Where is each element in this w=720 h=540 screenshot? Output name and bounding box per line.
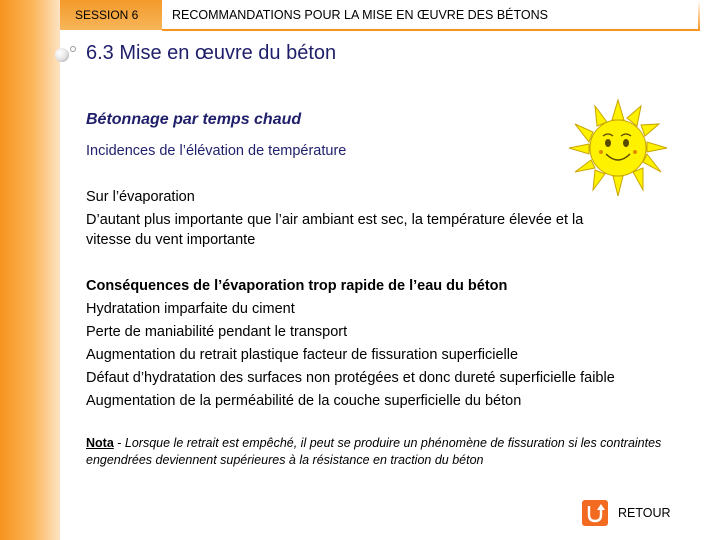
return-arrow-icon[interactable] bbox=[582, 500, 608, 526]
list-item: Augmentation du retrait plastique facteur de fissuration superficielle bbox=[86, 347, 519, 363]
bullet-sphere-icon bbox=[55, 48, 69, 62]
note-separator: - bbox=[113, 436, 125, 450]
list-item: Défaut d’hydratation des surfaces non protégées et donc dureté superficielle faible bbox=[86, 370, 615, 386]
header-edge-line bbox=[698, 0, 700, 31]
consequences-heading: Conséquences de l’évaporation trop rapide de l’eau du béton bbox=[86, 278, 508, 294]
evaporation-text-line-2: vitesse du vent importante bbox=[86, 232, 256, 248]
evaporation-text-line-1: D’autant plus importante que l’air ambiant est sec, la température élevée et la bbox=[86, 212, 584, 228]
evaporation-heading: Sur l’évaporation bbox=[86, 189, 195, 205]
sun-icon bbox=[563, 98, 673, 198]
list-item: Augmentation de la perméabilité de la couche superficielle du béton bbox=[86, 393, 522, 409]
section-title: RECOMMANDATIONS POUR LA MISE EN ŒUVRE DES BÉTONS bbox=[172, 8, 548, 22]
bullet-ring-icon bbox=[70, 46, 76, 52]
header-divider bbox=[162, 29, 700, 31]
incidences-heading: Incidences de l’élévation de température bbox=[86, 143, 347, 159]
subtitle: Bétonnage par temps chaud bbox=[86, 111, 302, 128]
list-item: Perte de maniabilité pendant le transport bbox=[86, 324, 348, 340]
session-label: SESSION 6 bbox=[75, 8, 139, 22]
note-label: Nota bbox=[86, 436, 114, 450]
note bbox=[86, 435, 686, 469]
page-title: 6.3 Mise en œuvre du béton bbox=[86, 42, 337, 64]
retour-button[interactable]: RETOUR bbox=[618, 506, 671, 520]
note-text: Lorsque le retrait est empêché, il peut se produire un phénomène de fissuration si les contraintes engendrées deviennent supérieures à la résistance en traction du béton bbox=[86, 436, 662, 467]
left-orange-band bbox=[0, 0, 60, 540]
session-tab[interactable] bbox=[60, 0, 162, 30]
list-item: Hydratation imparfaite du ciment bbox=[86, 301, 295, 317]
